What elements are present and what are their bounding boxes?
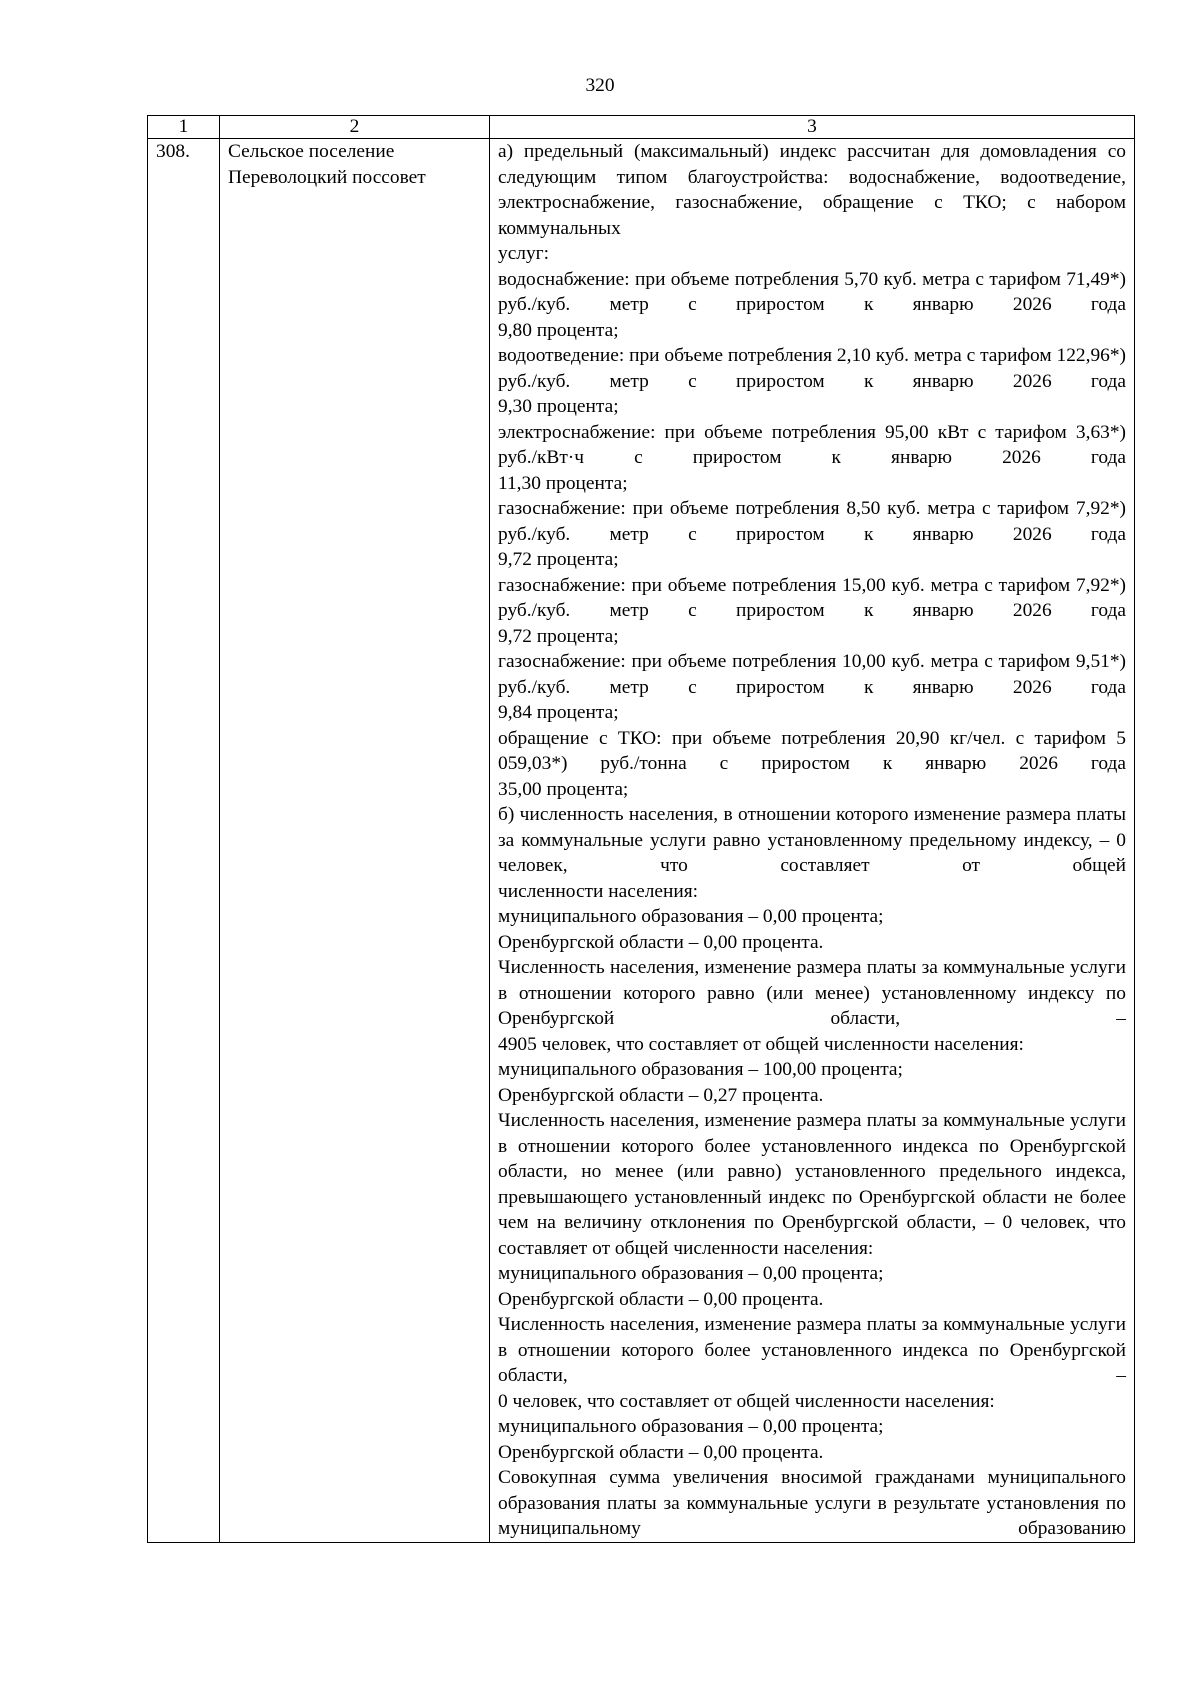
description-paragraph: газоснабжение: при объеме потребления 8,50 куб. метра с тарифом 7,92*) руб./куб. метр с приростом к январю 2026 года [498, 498, 1126, 545]
description-paragraph: Оренбургской области – 0,00 процента. [498, 1441, 824, 1463]
description-paragraph: водоотведение: при объеме потребления 2,10 куб. метра с тарифом 122,96*) руб./куб. метр с приростом к январю 2026 года [498, 345, 1126, 392]
description-paragraph: 9,80 процента; [498, 319, 619, 341]
description-paragraph: газоснабжение: при объеме потребления 15,00 куб. метра с тарифом 7,92*) руб./куб. метр с приростом к январю 2026 года [498, 574, 1126, 621]
description-paragraph: водоснабжение: при объеме потребления 5,70 куб. метра с тарифом 71,49*) руб./куб. метр с приростом к январю 2026 года [498, 268, 1126, 315]
description-paragraph: 0 человек, что составляет от общей численности населения: [498, 1390, 995, 1412]
description-paragraph: муниципального образования – 0,00 процента; [498, 1263, 884, 1284]
index-table [147, 115, 1135, 1543]
municipality-name-line-1: Сельское поселение [228, 141, 395, 162]
description-paragraph: обращение с ТКО: при объеме потребления 20,90 кг/чел. с тарифом 5 059,03*) руб./тонна с приростом к январю 2026 года [498, 727, 1126, 774]
header-col-2: 2 [220, 116, 490, 139]
description-paragraph: Численность населения, изменение размера платы за коммунальные услуги в отношении которого более установленного индекса по Оренбургской области, – [498, 1314, 1126, 1386]
description-paragraph: Совокупная сумма увеличения вносимой гражданами муниципального образования платы за коммунальные услуги в результате установления по муниципальному образованию [498, 1467, 1126, 1539]
description-paragraph: муниципального образования – 0,00 процента; [498, 1416, 884, 1437]
header-col-1: 1 [148, 116, 220, 139]
page-number: 320 [585, 75, 615, 96]
table-row [148, 139, 1135, 1543]
description-paragraph: муниципального образования – 0,00 процента; [498, 906, 884, 927]
description-paragraph: газоснабжение: при объеме потребления 10,00 куб. метра с тарифом 9,51*) руб./куб. метр с приростом к январю 2026 года [498, 651, 1126, 698]
description-paragraph: муниципального образования – 100,00 процента; [498, 1059, 903, 1080]
description-paragraph: 9,84 процента; [498, 702, 619, 723]
description-paragraph: 9,30 процента; [498, 396, 619, 417]
description-paragraph: электроснабжение: при объеме потребления 95,00 кВт с тарифом 3,63*) руб./кВт·ч с приростом к январю 2026 года [498, 421, 1126, 468]
description-paragraph: 9,72 процента; [498, 625, 619, 647]
description-cell [490, 139, 1135, 1543]
row-number: 308. [148, 139, 220, 1543]
description-paragraph: Оренбургской области – 0,00 процента. [498, 931, 824, 953]
description-paragraph: услуг: [498, 243, 550, 264]
description-paragraph: а) предельный (максимальный) индекс рассчитан для домовладения со следующим типом благоустройства: водоснабжение, водоотведение, электроснабжение, газоснабжение, обращение с ТКО; с набором коммунальных [498, 141, 1126, 239]
description-paragraph: численности населения: [498, 880, 699, 902]
description-paragraph: 35,00 процента; [498, 778, 629, 800]
description-paragraph: Оренбургской области – 0,27 процента. [498, 1084, 824, 1106]
description-paragraph: 4905 человек, что составляет от общей численности населения: [498, 1033, 1024, 1055]
table-header-row [148, 116, 1135, 139]
header-col-3: 3 [490, 116, 1135, 139]
municipality-name-line-2: Переволоцкий поссовет [228, 166, 426, 188]
description-paragraph: 9,72 процента; [498, 549, 619, 570]
description-paragraph: Численность населения, изменение размера платы за коммунальные услуги в отношении которого равно (или менее) установленному индексу по Оренбургской области, – [498, 957, 1126, 1029]
description-paragraph: б) численность населения, в отношении которого изменение размера платы за коммунальные услуги равно установленному предельному индексу, – 0 человек, что составляет от общей [498, 804, 1126, 876]
municipality-name [220, 139, 490, 1543]
description-paragraph: Численность населения, изменение размера платы за коммунальные услуги в отношении которого более установленного индекса по Оренбургской области, но менее (или равно) установленного предельного индекса, превышающего установленный индекс по Оренбургской области не более чем на величину отклонения по Оренбургской области, – 0 человек, что [498, 1110, 1126, 1233]
description-paragraph: 11,30 процента; [498, 472, 628, 494]
description-paragraph: Оренбургской области – 0,00 процента. [498, 1288, 824, 1310]
description-paragraph: составляет от общей численности населения: [498, 1237, 874, 1259]
